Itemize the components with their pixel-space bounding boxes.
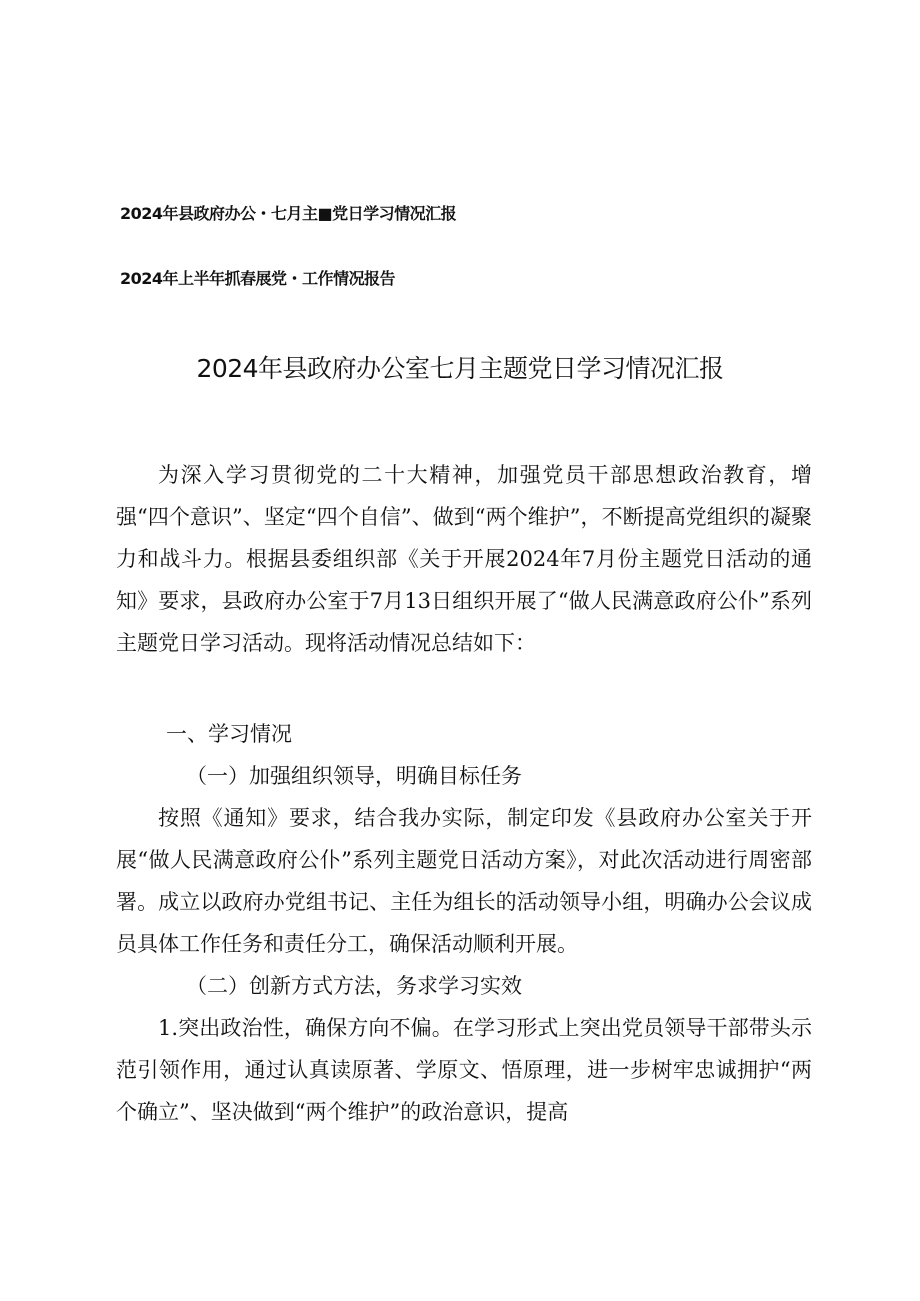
subsection-heading-2-text: （二）创新方式方法，务求学习实效 bbox=[186, 974, 522, 998]
section-heading-1 bbox=[166, 713, 766, 755]
subsection-heading-2 bbox=[186, 965, 786, 1007]
subsection-heading-1-text: （一）加强组织领导，明确目标任务 bbox=[186, 764, 522, 788]
section-heading-1-text: 一、学习情况 bbox=[166, 722, 292, 746]
subsection-2-paragraph bbox=[116, 1007, 812, 1133]
document-title: 2024年县政府办公室七月主题党日学习情况汇报 bbox=[196, 354, 724, 383]
toc-entry-1[interactable]: 2024年县政府办公・七月主■党日学习情况汇报 bbox=[120, 204, 457, 223]
intro-text: 为深入学习贯彻党的二十大精神，加强党员干部思想政治教育，增强“四个意识”、坚定“四个自信”、做到“两个维护”，不断提高党组织的凝聚力和战斗力。根据县委组织部《关于开展2024年7月份主题党日活动的通知》要求，县政府办公室于7月13日组织开展了“做人民满意政府公仆”系列主题党日学习活动。现将活动情况总结如下： bbox=[116, 463, 812, 655]
subsection-1-paragraph bbox=[116, 797, 812, 965]
subsection-heading-1 bbox=[186, 755, 786, 797]
subsection-2-text: 1.突出政治性，确保方向不偏。在学习形式上突出党员领导干部带头示范引领作用，通过认真读原著、学原文、悟原理，进一步树牢忠诚拥护“两个确立”、坚决做到“两个维护”的政治意识，提高 bbox=[116, 1016, 812, 1124]
toc-entry-2[interactable]: 2024年上半年抓春展党・工作情况报告 bbox=[120, 269, 396, 288]
subsection-1-text: 按照《通知》要求，结合我办实际，制定印发《县政府办公室关于开展“做人民满意政府公仆”系列主题党日活动方案》，对此次活动进行周密部署。成立以政府办党组书记、主任为组长的活动领导小组，明确办公会议成员具体工作任务和责任分工，确保活动顺利开展。 bbox=[116, 806, 812, 956]
intro-paragraph bbox=[116, 454, 812, 664]
